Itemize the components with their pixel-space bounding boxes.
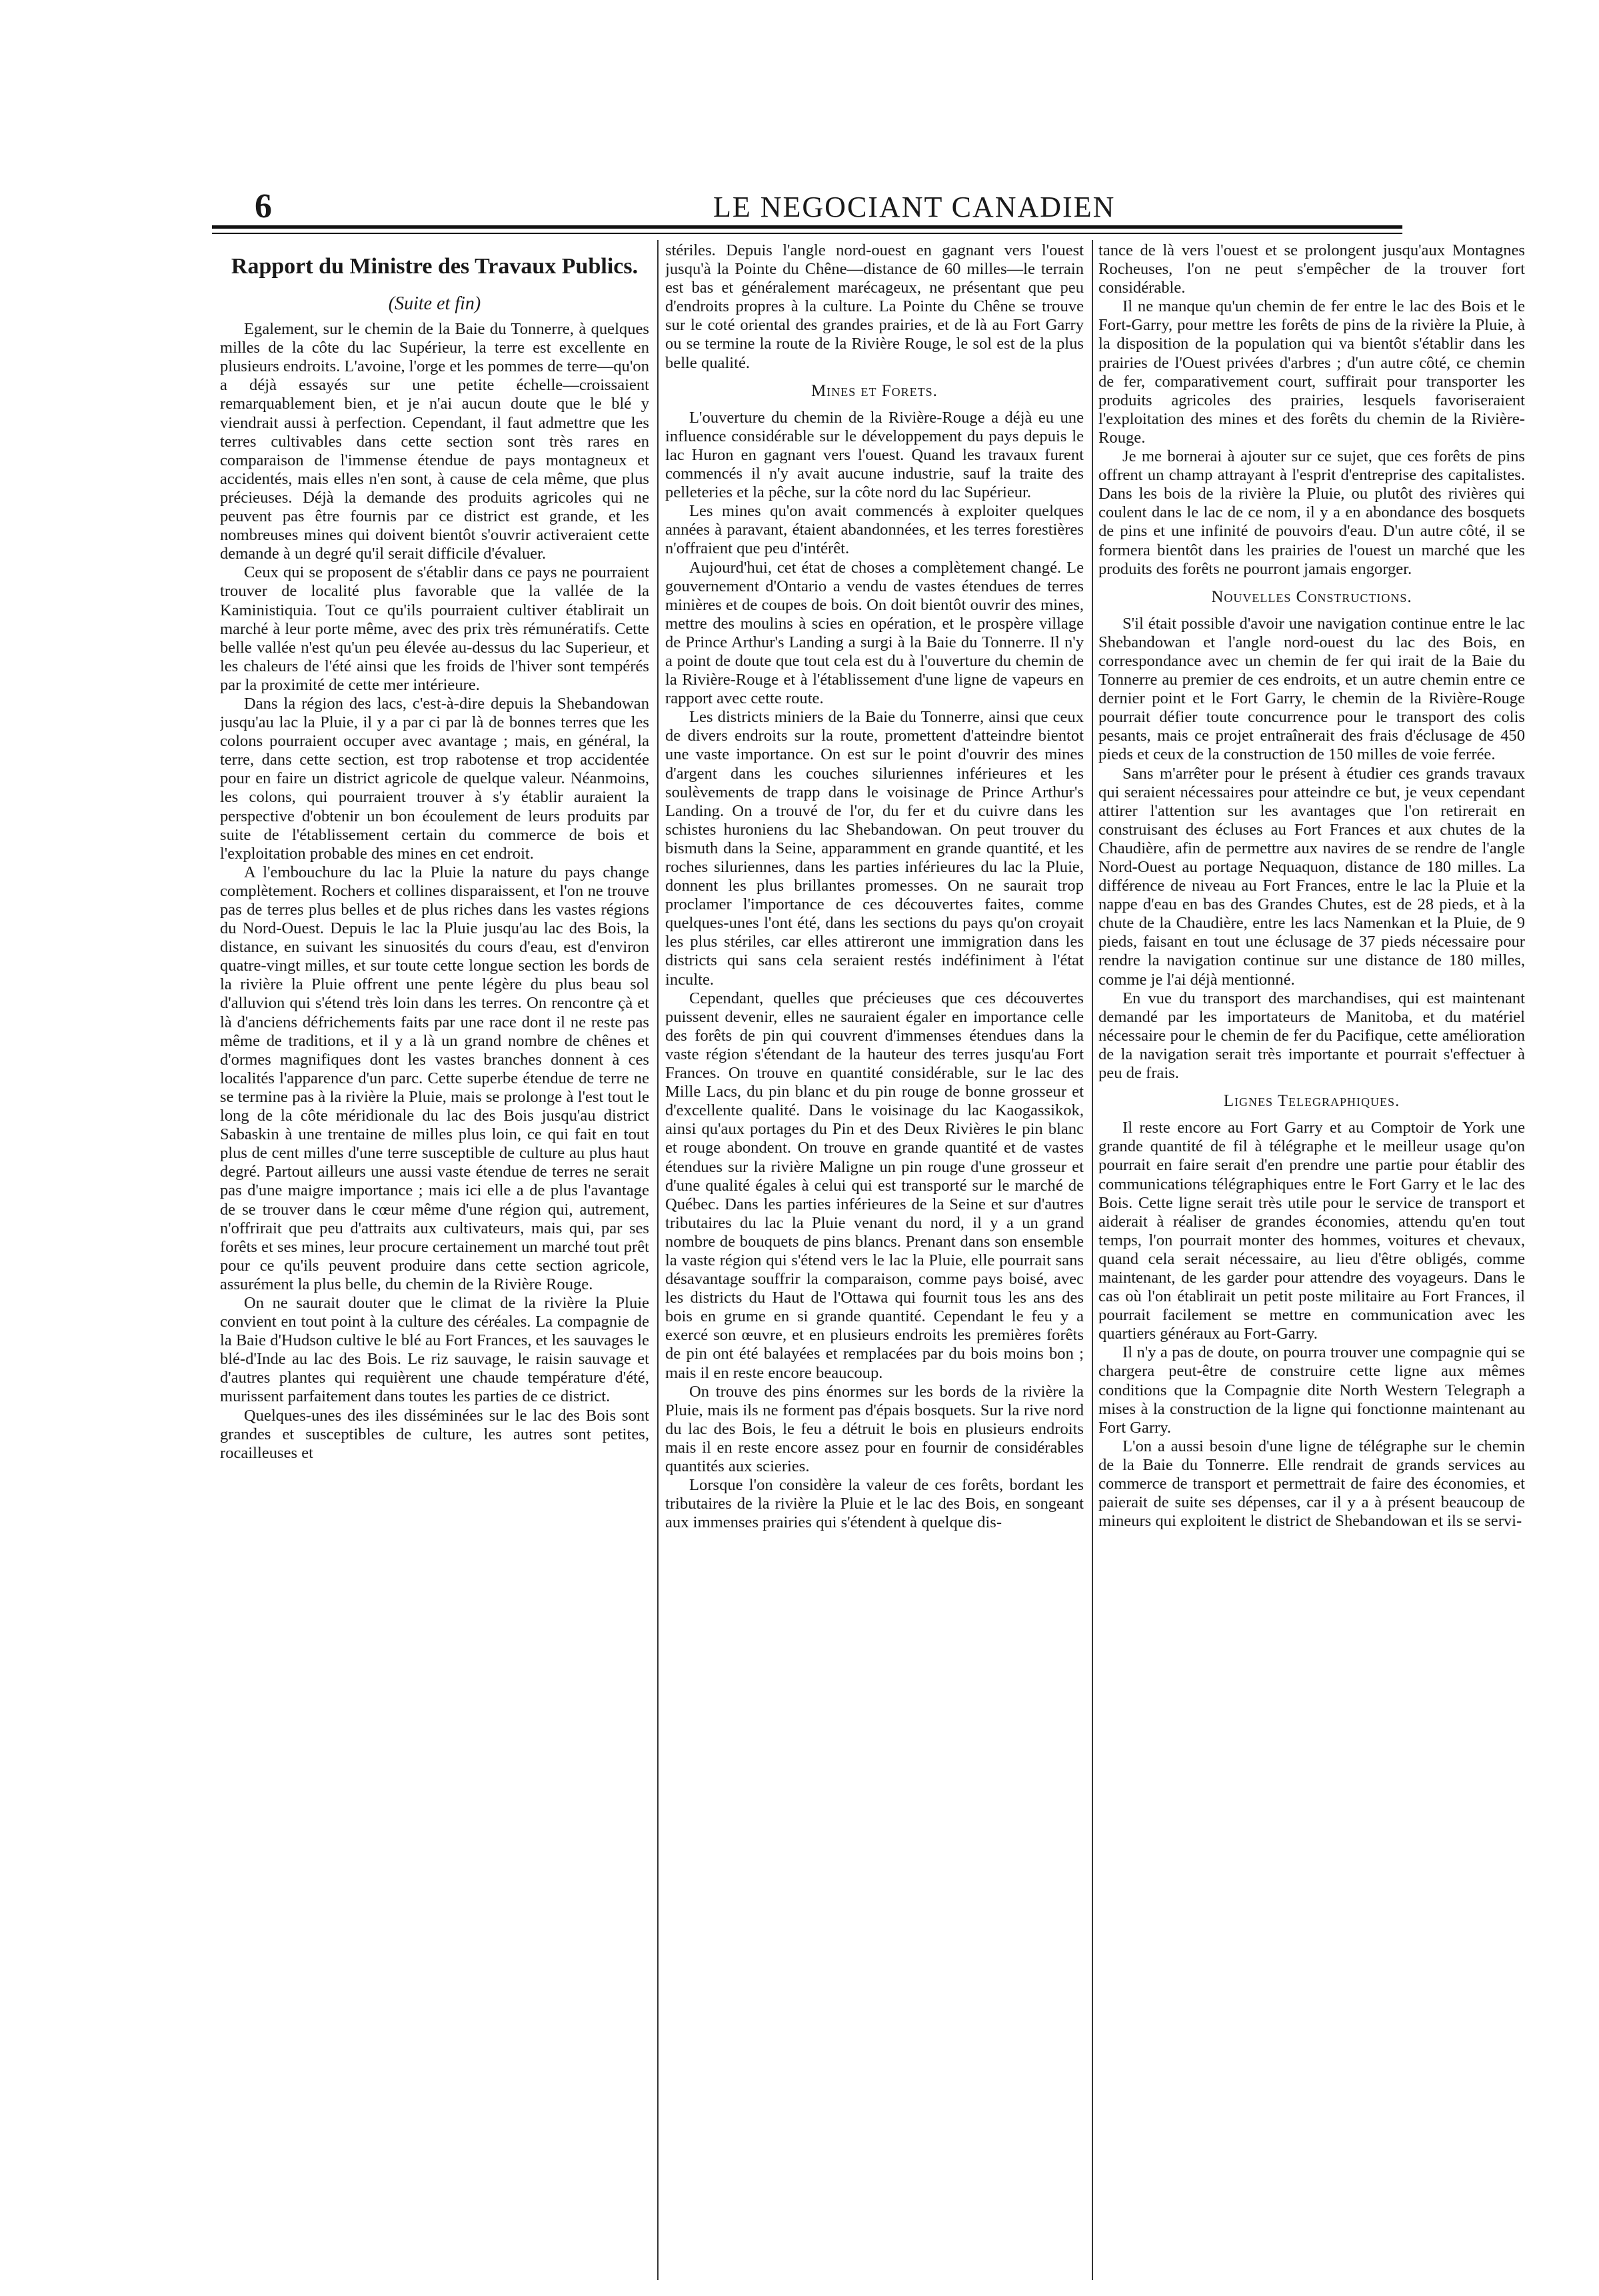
newspaper-title: LE NEGOCIANT CANADIEN xyxy=(713,191,1116,223)
paragraph: tance de là vers l'ouest et se prolongent jusqu'aux Montagnes Rocheuses, l'on ne peut s'empêcher de la trouver fort considérable. xyxy=(1098,241,1525,297)
paragraph: S'il était possible d'avoir une navigation continue entre le lac Shebandowan et l'angle nord-ouest du lac des Bois, en correspondance avec un chemin de fer qui irait de la Baie du Tonnerre au premier de ces endroits, et un autre chemin entre ce dernier point et le Fort Garry, le chemin de la Rivière-Rouge pourrait défier toute concurrence pour le transport des colis pesants, mais ce projet entraînerait des frais d'éclusage de 450 pieds et ceux de la construction de 150 milles de voie ferrée. xyxy=(1098,614,1525,764)
paragraph: stériles. Depuis l'angle nord-ouest en gagnant vers l'ouest jusqu'à la Pointe du Chêne—distance de 60 milles—le terrain est bas et généralement marécageux, ne présentant que peu d'endroits propres à la culture. La Pointe du Chêne se trouve sur le coté oriental des grandes prairies, et de là au Fort Garry ou se termine la route de la Rivière Rouge, le sol est de la plus belle qualité. xyxy=(665,241,1084,372)
article-title: Rapport du Ministre des Travaux Publics. xyxy=(231,254,639,279)
paragraph: On trouve des pins énormes sur les bords de la rivière la Pluie, mais ils ne forment pas d'épais bosquets. Sur la rive nord du lac des Bois, le feu a détruit le bois en plusieurs endroits mais il en reste encore assez pour en fournir de considérables quantités aux scieries. xyxy=(665,1382,1084,1475)
paragraph: Les districts miniers de la Baie du Tonnerre, ainsi que ceux de divers endroits sur la route, promettent d'atteindre bientot une vaste importance. On est sur le point d'ouvrir des mines d'argent dans les couches siluriennes inférieures et les soulèvements de trapp dans le voisinage de Prince Arthur's Landing. On a trouvé de l'or, du fer et du cuivre dans les schistes huroniens du lac Shebandowan. On peut trouver du bismuth dans la Seine, apparamment en grande quantité, et les roches siluriennes, dans les parties inférieures du lac la Pluie, donnent les plus brillantes promesses. On ne saurait trop proclamer l'importance de ces découvertes faites, comme quelques-unes l'ont été, dans les sections du pays qu'on croyait les plus stériles, car elles attireront une immigration dans les districts qui sans cela seraient restés indéfiniment à l'état inculte. xyxy=(665,708,1084,989)
paragraph: Il ne manque qu'un chemin de fer entre le lac des Bois et le Fort-Garry, pour mettre les forêts de pins de la rivière la Pluie, à la disposition de la population qui va bientôt s'établir dans les prairies de l'Ouest privées d'arbres ; d'un autre côté, ce chemin de fer, comparativement court, suffirait pour transporter les produits agricoles des prairies, lesquels favoriseraient l'exploitation des mines et des forêts du chemin de la Rivière-Rouge. xyxy=(1098,297,1525,447)
paragraph: Il n'y a pas de doute, on pourra trouver une compagnie qui se chargera peut-être de construire cette ligne aux mêmes conditions que la Compagnie dite North Western Telegraph a mises à la construction de la ligne qui fonctionne maintenant au Fort Garry. xyxy=(1098,1343,1525,1437)
column-3 xyxy=(1098,241,1525,2268)
section-heading-lignes-telegraphiques: Lignes Telegraphiques. xyxy=(1223,1092,1400,1111)
paragraph: Ceux qui se proposent de s'établir dans ce pays ne pourraient trouver de localité plus favorable que la vallée de la Kaministiquia. Tout ce qu'ils pourraient cultiver établirait un marché à leur porte même, avec des prix très rémunératifs. Cette belle vallée n'est qu'un peu élevée au-dessus du lac Superieur, et les chaleurs de l'été ainsi que les froids de l'hiver sont tempérés par la proximité de cette mer intérieure. xyxy=(220,563,649,694)
column-2 xyxy=(665,241,1084,2268)
paragraph: Lorsque l'on considère la valeur de ces forêts, bordant les tributaires de la rivière la Pluie et le lac des Bois, en songeant aux immenses prairies qui s'étendent à quelque dis- xyxy=(665,1476,1084,1532)
paragraph: Je me bornerai à ajouter sur ce sujet, que ces forêts de pins offrent un champ attrayant à l'esprit d'entreprise des capitalistes. Dans les bois de la rivière la Pluie, ou plutôt des rivières qui coulent dans le lac de ce nom, il y a en abondance des bosquets de pins et une infinité de pouvoirs d'eau. D'un autre côté, il se formera bientôt dans les prairies de l'ouest un marché que les produits des forêts ne pourront jamais engorger. xyxy=(1098,447,1525,578)
column-divider-1 xyxy=(657,240,659,2280)
header-rule-thick xyxy=(212,225,1402,229)
paragraph: L'on a aussi besoin d'une ligne de télégraphe sur le chemin de la Baie du Tonnerre. Elle rendrait de grands services au commerce de transport et permettrait de faire des économies, et paierait de suite ses dépenses, car il y a à présent beaucoup de mineurs qui exploitent le district de Shebandowan et ils se servi- xyxy=(1098,1437,1525,1531)
column-divider-2 xyxy=(1092,240,1093,2280)
paragraph: Egalement, sur le chemin de la Baie du Tonnerre, à quelques milles de la côte du lac Supérieur, la terre est excellente en plusieurs endroits. L'avoine, l'orge et les pommes de terre—qu'on a déjà essayés sur une petite échelle—croissaient remarquablement bien, et je n'ai aucun doute que le blé y viendrait aussi à perfection. Cependant, il faut admettre que les terres cultivables dans cette section sont très rares en comparaison de l'immense étendue de pays montagneux et accidentés, mais elles n'en sont, à cause de cela même, que plus précieuses. Déjà la demande des produits agricoles qui ne peuvent pas être fournis par ce district est grande, et les nombreuses mines qui doivent bientôt s'ouvrir activeraient cette demande à un degré qu'il serait difficile d'évaluer. xyxy=(220,320,649,563)
paragraph: A l'embouchure du lac la Pluie la nature du pays change complètement. Rochers et collines disparaissent, et l'on ne trouve pas de terres plus belles et de plus riches dans les vastes régions du Nord-Ouest. Depuis le lac la Pluie jusqu'au lac des Bois, la distance, en suivant les sinuosités du cours d'eau, est d'environ quatre-vingt milles, et sur toute cette longue section les bords de la rivière la Pluie offrent une pente légère du plus beau sol d'alluvion qui s'étend très loin dans les terres. On rencontre çà et là d'anciens défrichements faits par une race dont il ne reste pas même de traditions, et il y a là un grand nombre de chênes et d'ormes magnifiques dont les vastes branches donnent à ces localités l'apparence d'un parc. Cette superbe étendue de terre ne se termine pas à la rivière la Pluie, mais se prolonge à l'est tout le long de la côte méridionale du lac des Bois jusqu'au district Sabaskin à une trentaine de milles plus loin, ce qui fait en tout plus de cent milles d'une terre susceptible de culture au plus haut degré. Partout ailleurs une aussi vaste étendue de terres ne serait pas d'une maigre importance ; mais ici elle a de plus l'avantage de se trouver dans le cœur même d'une région qui, autrement, n'offrirait que peu d'attraits aux cultivateurs, mais qui, par ses forêts et ses mines, leur procure certainement un marché tout prêt pour ce qu'ils peuvent produire dans cette section agricole, assurément la plus belle, du chemin de la Rivière Rouge. xyxy=(220,863,649,1293)
paragraph: Aujourd'hui, cet état de choses a complètement changé. Le gouvernement d'Ontario a vendu de vastes étendues de terres minières et de coupes de bois. On doit bientôt ouvrir des mines, mettre des moulins à scies en opération, et le prospère village de Prince Arthur's Landing a surgi à la Baie du Tonnerre. Il n'y a point de doute que tout cela est du à l'ouverture du chemin de la Rivière-Rouge et à l'établissement d'une ligne de vapeurs en rapport avec cette route. xyxy=(665,558,1084,708)
paragraph: L'ouverture du chemin de la Rivière-Rouge a déjà eu une influence considérable sur le développement du pays depuis le lac Huron en gagnant vers l'ouest. Quand les travaux furent commencés il n'y avait aucune industrie, sauf la traite des pelleteries et la pêche, sur la côte nord du lac Supérieur. xyxy=(665,408,1084,502)
header-rule-thin xyxy=(212,233,1402,234)
paragraph: Il reste encore au Fort Garry et au Comptoir de York une grande quantité de fil à télégraphe et le meilleur usage qu'on pourrait en faire serait d'en prendre une partie pour établir des communications télégraphiques entre le Fort Garry et le lac des Bois. Cette ligne serait très utile pour le service de transport et aiderait à réaliser de grandes économies, attendu qu'en tout temps, l'on pourrait monter des hommes, voitures et chevaux, quand cela serait nécessaire, au lieu d'être obligés, comme maintenant, de les garder pour attendre des voyageurs. Dans le cas où l'on établirait un petit poste militaire au Fort Frances, il pourrait facilement se mettre en communication avec les quartiers généraux au Fort-Garry. xyxy=(1098,1119,1525,1343)
paragraph: En vue du transport des marchandises, qui est maintenant demandé par les importateurs de Manitoba, et du matériel nécessaire pour le chemin de fer du Pacifique, cette amélioration de la navigation serait très importante et pourrait s'effectuer à peu de frais. xyxy=(1098,989,1525,1083)
column-1 xyxy=(220,241,649,2268)
paragraph: Quelques-unes des iles disséminées sur le lac des Bois sont grandes et susceptibles de culture, les autres sont petites, rocailleuses et xyxy=(220,1406,649,1462)
paragraph: Dans la région des lacs, c'est-à-dire depuis la Shebandowan jusqu'au lac la Pluie, il y a par ci par là de bonnes terres que les colons pourraient occuper avec avantage ; mais, en général, la terre, dans cette section, est trop rabotense et trop accidentée pour en faire un district agricole de quelque valeur. Néanmoins, les colons, qui pourraient trouver à s'y établir auraient la perspective d'obtenir un bon écoulement de leurs produits par suite de l'établissement certain du commerce de bois et l'exploitation probable des mines en cet endroit. xyxy=(220,694,649,863)
paragraph: Les mines qu'on avait commencés à exploiter quelques années à paravant, étaient abandonnées, et les terres forestières n'offraient que peu d'intérêt. xyxy=(665,502,1084,558)
paragraph: On ne saurait douter que le climat de la rivière la Pluie convient en tout point à la culture des céréales. La compagnie de la Baie d'Hudson cultive le blé au Fort Frances, et les sauvages le blé-d'Inde au lac des Bois. Le riz sauvage, le raisin sauvage et d'autres plantes qui requièrent une chaude température d'été, murissent parfaitement dans toutes les parties de ce district. xyxy=(220,1293,649,1406)
section-heading-nouvelles-constructions: Nouvelles Constructions. xyxy=(1211,587,1412,606)
page-number: 6 xyxy=(255,187,272,225)
section-heading-mines-forets: Mines et Forets. xyxy=(811,381,938,400)
article-subtitle: (Suite et fin) xyxy=(388,293,481,314)
paragraph: Sans m'arrêter pour le présent à étudier ces grands travaux qui seraient nécessaires pour atteindre ce but, je veux cependant attirer l'attention sur les avantages que l'on retirerait en construisant des écluses au Fort Frances et aux chutes de la Chaudière, afin de permettre aux navires de se rendre de l'angle Nord-Ouest au portage Nequaquon, distance de 180 milles. La différence de niveau au Fort Frances, entre le lac la Pluie et la nappe d'eau en bas des Grandes Chutes, est de 28 pieds, et à la chute de la Chaudière, entre les lacs Namenkan et la Pluie, de 9 pieds, faisant en tout une éclusage de 37 pieds nécessaire pour rendre la navigation continue sur une distance de 180 milles, comme je l'ai déjà mentionné. xyxy=(1098,764,1525,989)
paragraph: Cependant, quelles que précieuses que ces découvertes puissent devenir, elles ne sauraient égaler en importance celle des forêts de pin qui couvrent d'immenses étendues dans la vaste région s'étendant de la hauteur des terres jusqu'au Fort Frances. On trouve en quantité considérable, sur le lac des Mille Lacs, du pin blanc et du pin rouge de bonne grosseur et d'excellente qualité. Dans le voisinage du lac Kaogassikok, ainsi qu'aux portages du Pin et des Deux Rivières le pin blanc et rouge abondent. On trouve en grande quantité et de vastes étendues sur la rivière Maligne un pin rouge d'une grosseur et d'une qualité égales à celui qui est transporté sur le marché de Québec. Dans les parties inférieures de la Seine et sur d'autres tributaires du lac la Pluie venant du nord, il y a un grand nombre de bouquets de pins blancs. Prenant dans son ensemble la vaste région qui s'étend vers le lac la Pluie, elle pourrait sans désavantage souffrir la comparaison, comme pays boisé, avec les districts du Haut de l'Ottawa qui fournit tous les ans des bois en grume en si grande quantité. Cependant le feu y a exercé son œuvre, et en plusieurs endroits les premières forêts de pin ont été balayées et remplacées par du bois moins bon ; mais il en reste encore beaucoup. xyxy=(665,989,1084,1382)
